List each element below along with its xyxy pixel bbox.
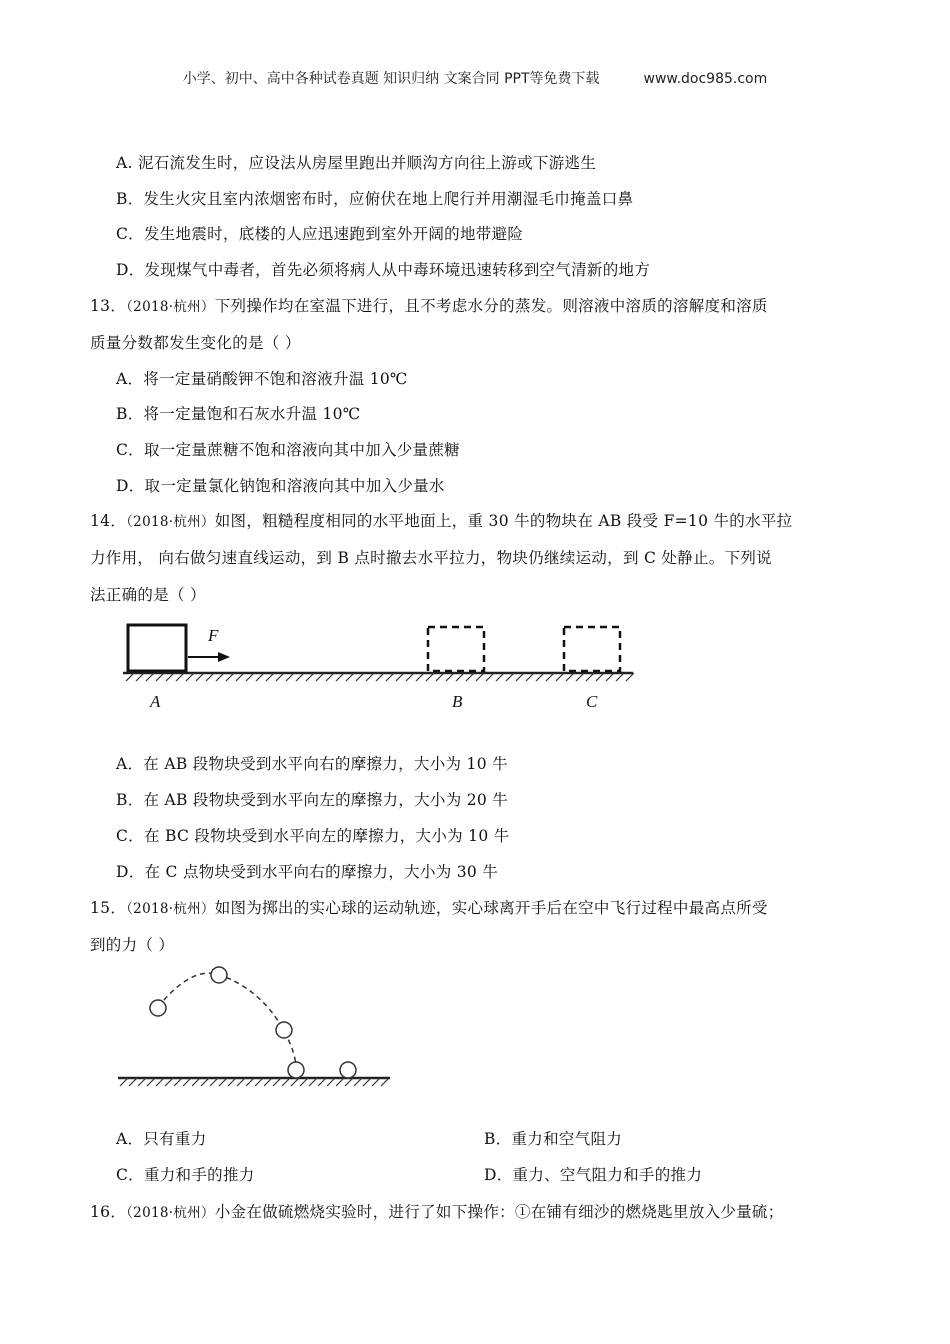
ball-rolling (340, 1062, 356, 1078)
block-at-a (128, 625, 186, 671)
q12-option-d: D．发现煤气中毒者，首先必须将病人从中毒环境迅速转移到空气清新的地方 (116, 261, 651, 279)
q14-stem-line-3: 法正确的是（ ） (90, 586, 206, 604)
point-label-b: B (452, 692, 463, 711)
q12-option-c: C．发生地震时，底楼的人应迅速跑到室外开阔的地带避险 (116, 225, 524, 243)
q14-option-b: B．在 AB 段物块受到水平向左的摩擦力，大小为 20 牛 (116, 791, 509, 809)
q13-option-a: A．将一定量硝酸钾不饱和溶液升温 10℃ (116, 370, 408, 388)
q15-text-1: 如图为掷出的实心球的运动轨迹，实心球离开手后在空中飞行过程中最高点所受 (214, 899, 768, 917)
q12-option-a: A. 泥石流发生时，应设法从房屋里跑出并顺沟方向往上游或下游逃生 (116, 154, 597, 172)
q16-number: 16． (90, 1203, 127, 1221)
header-site-link[interactable]: www.doc985.com (643, 71, 768, 87)
q13-option-d: D．取一定量氯化钠饱和溶液向其中加入少量水 (116, 477, 445, 495)
q15-option-d: D．重力、空气阻力和手的推力 (484, 1166, 703, 1184)
q13-stem-line-1 (90, 296, 768, 317)
q12-option-b: B．发生火灾且室内浓烟密布时，应俯伏在地上爬行并用潮湿毛巾掩盖口鼻 (116, 190, 634, 208)
q13-text-1: 下列操作均在室温下进行，且不考虑水分的蒸发。则溶液中溶质的溶解度和溶质 (214, 297, 768, 315)
q15-option-b: B．重力和空气阻力 (484, 1130, 623, 1148)
header-text: 小学、初中、高中各种试卷真题 知识归纳 文案合同 PPT等免费下载 (182, 71, 600, 87)
point-label-c: C (586, 692, 598, 711)
point-label-a: A (150, 692, 161, 711)
q15-stem-line-1 (90, 898, 768, 919)
block-at-b (428, 627, 484, 671)
q14-option-a: A．在 AB 段物块受到水平向右的摩擦力，大小为 10 牛 (116, 755, 508, 773)
trajectory-path (158, 973, 296, 1071)
q15-figure (112, 955, 402, 1090)
q14-option-d: D．在 C 点物块受到水平向右的摩擦力，大小为 30 牛 (116, 863, 499, 881)
ball-highest-point (211, 967, 227, 983)
q14-option-c: C．在 BC 段物块受到水平向左的摩擦力，大小为 10 牛 (116, 827, 510, 845)
block-at-c (564, 627, 620, 671)
q14-figure (118, 615, 638, 715)
ball-landing (288, 1062, 304, 1078)
q13-number: 13． (90, 297, 127, 315)
q14-number: 14． (90, 512, 127, 530)
q13-option-c: C．取一定量蔗糖不饱和溶液向其中加入少量蔗糖 (116, 441, 460, 459)
q14-stem-line-1 (90, 511, 792, 532)
q14-stem-line-2: 力作用， 向右做匀速直线运动，到 B 点时撤去水平拉力，物块仍继续运动，到 C 处静止。下列说 (90, 549, 772, 567)
q14-tag: （2018·杭州） (126, 514, 215, 530)
q13-tag: （2018·杭州） (126, 299, 215, 315)
ball-descending (276, 1022, 292, 1038)
q16-tag: （2018·杭州） (126, 1205, 215, 1221)
q14-text-1: 如图，粗糙程度相同的水平地面上，重 30 牛的物块在 AB 段受 F=10 牛的水平拉 (214, 512, 793, 530)
q15-number: 15． (90, 899, 127, 917)
q13-stem-line-2: 质量分数都发生变化的是（ ） (90, 334, 301, 352)
q13-option-b: B．将一定量饱和石灰水升温 10℃ (116, 405, 361, 423)
q15-option-a: A．只有重力 (116, 1130, 207, 1148)
force-label: F (208, 626, 219, 645)
q15-stem-line-2: 到的力（ ） (90, 936, 175, 954)
ball-release (150, 1000, 166, 1016)
q15-option-c: C．重力和手的推力 (116, 1166, 255, 1184)
force-arrow-head (218, 652, 230, 662)
q15-tag: （2018·杭州） (126, 901, 215, 917)
q16-text-1: 小金在做硫燃烧实验时，进行了如下操作：①在铺有细沙的燃烧匙里放入少量硫； (214, 1203, 784, 1221)
q16-stem-line-1 (90, 1202, 784, 1223)
page-header (0, 68, 950, 88)
